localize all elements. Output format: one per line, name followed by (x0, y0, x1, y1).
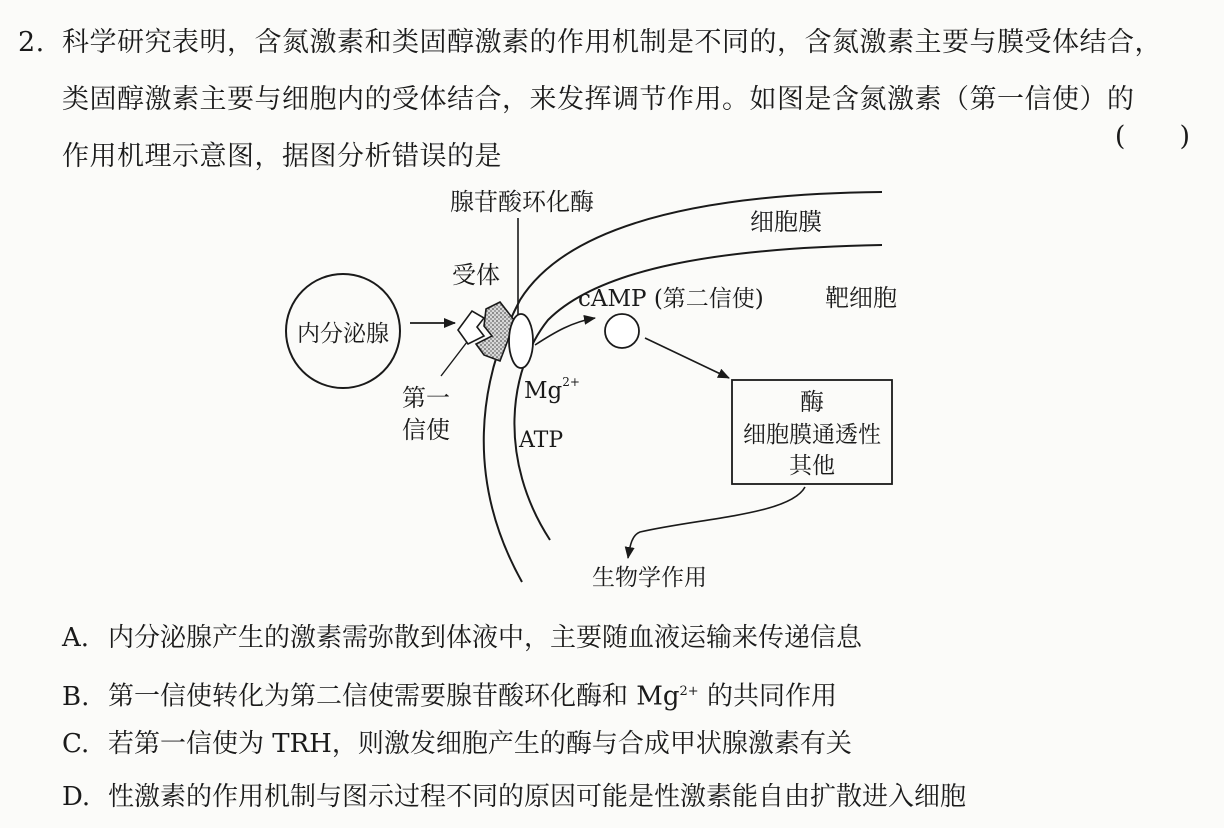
option-c-text: 若第一信使为 TRH，则激发细胞产生的酶与合成甲状腺激素有关 (108, 729, 852, 759)
answer-options (62, 612, 966, 824)
box-line-permeability: 细胞膜通透性 (743, 422, 881, 448)
option-b-text-after: 的共同作用 (698, 681, 837, 712)
option-d-letter: D. (62, 782, 91, 812)
option-a-letter: A. (62, 623, 90, 653)
gland-label: 内分泌腺 (297, 321, 389, 347)
target-cell-label: 靶细胞 (825, 284, 897, 312)
stem-text-1: 科学研究表明，含氮激素和类固醇激素的作用机制是不同的，含氮激素主要与膜受体结合， (62, 27, 1162, 58)
receptor-icon (476, 302, 514, 361)
camp-to-effects-arrow (645, 338, 729, 378)
box-line-other: 其他 (789, 453, 835, 479)
box-line-enzyme: 酶 (800, 388, 824, 416)
adenylate-cyclase-icon (509, 314, 533, 368)
option-b[interactable] (62, 665, 966, 718)
effects-to-biological-action-arrow (628, 487, 805, 558)
option-c-letter: C. (62, 729, 90, 759)
mg-charge: 2+ (562, 375, 580, 389)
to-camp-arrow (535, 318, 595, 345)
answer-parentheses: ( ) (1114, 121, 1190, 152)
first-messenger-label-2: 信使 (402, 416, 450, 444)
option-b-superscript: 2+ (679, 684, 699, 699)
option-b-text: 第一信使转化为第二信使需要腺苷酸环化酶和 Mg (108, 681, 680, 712)
option-a-text: 内分泌腺产生的激素需弥散到体液中，主要随血液运输来传递信息 (108, 623, 863, 653)
option-d[interactable] (62, 771, 966, 824)
atp-label: ATP (519, 428, 564, 453)
camp-label: cAMP (第二信使) (578, 286, 764, 312)
mg-label (524, 375, 580, 404)
stem-text-2: 类固醇激素主要与细胞内的受体结合，来发挥调节作用。如图是含氮激素（第一信使）的 (62, 84, 1135, 115)
first-messenger-label-1: 第一 (402, 384, 450, 412)
hormone-molecule-icon (458, 311, 484, 344)
first-messenger-pointer (441, 342, 467, 376)
option-c[interactable] (62, 718, 966, 771)
enzyme-label: 腺苷酸环化酶 (450, 188, 594, 216)
mg-symbol: Mg (524, 378, 563, 404)
receptor-label: 受体 (452, 261, 500, 289)
option-b-letter: B. (62, 681, 90, 712)
membrane-label: 细胞膜 (750, 208, 822, 236)
question-number: 2. (18, 27, 45, 58)
stem-text-3: 作用机理示意图，据图分析错误的是 (62, 141, 502, 172)
biological-effect-label: 生物学作用 (592, 565, 707, 591)
option-d-text: 性激素的作用机制与图示过程不同的原因可能是性激素能自由扩散进入细胞 (108, 782, 967, 812)
camp-molecule (605, 314, 639, 348)
option-a[interactable] (62, 612, 966, 665)
